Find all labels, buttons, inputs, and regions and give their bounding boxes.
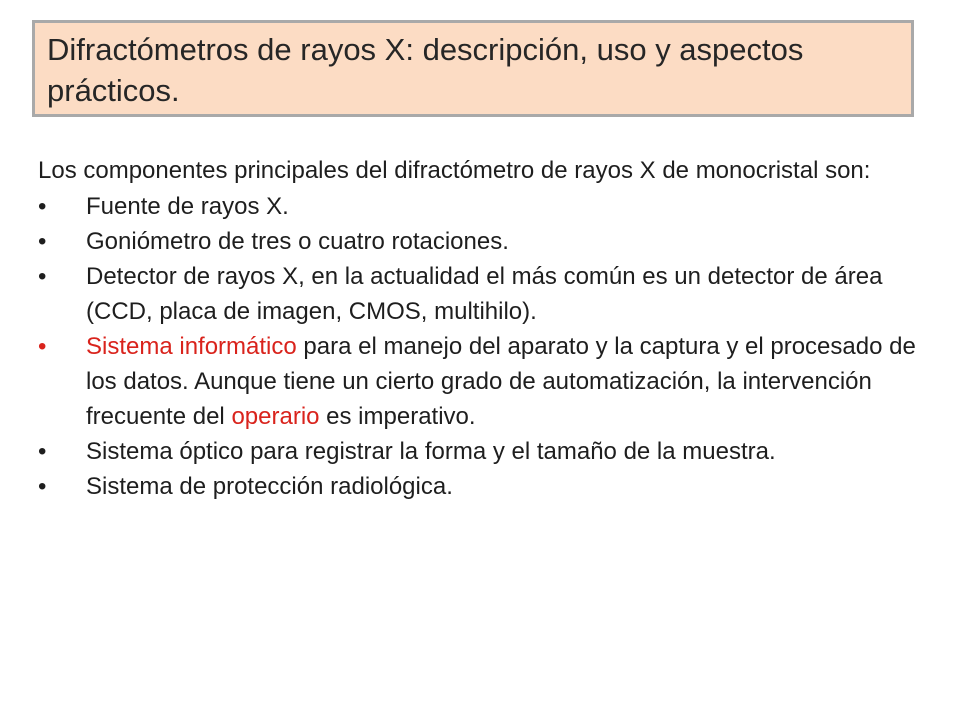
list-item-sistema-informatico: [38, 329, 918, 434]
bullet-icon: •: [38, 193, 47, 220]
highlight-sistema-informatico: Sistema informático: [86, 333, 297, 360]
list-item-detector: [38, 259, 918, 329]
slide-body: [38, 153, 918, 504]
item-text: Sistema óptico para registrar la forma y el tamaño de la muestra.: [86, 438, 776, 465]
intro-text: Los componentes principales del difractómetro de rayos X de monocristal son:: [38, 157, 871, 184]
bullet-icon: •: [38, 438, 47, 465]
bullet-icon: •: [38, 228, 47, 255]
bullet-icon: •: [38, 473, 47, 500]
item-text-end: es imperativo.: [319, 403, 476, 430]
item-text: Detector de rayos X, en la actualidad el más común es un detector de área (CCD, placa de imagen, CMOS, multihilo).: [86, 263, 883, 325]
item-text: Goniómetro de tres o cuatro rotaciones.: [86, 228, 509, 255]
title-box: [32, 20, 914, 117]
bullet-icon: •: [38, 333, 47, 360]
list-item-goniometro: [38, 224, 918, 259]
list-item-proteccion: [38, 469, 918, 504]
component-list: [38, 189, 918, 504]
list-item-optico: [38, 434, 918, 469]
slide-title: Difractómetros de rayos X: descripción, uso y aspectos prácticos.: [47, 32, 804, 108]
item-text: para el manejo del aparato y la captura y el procesado de los datos. Aunque tiene un cierto grado de automatización, la intervención frecuente del: [86, 333, 916, 430]
item-text: Sistema de protección radiológica.: [86, 473, 453, 500]
bullet-icon: •: [38, 263, 47, 290]
list-item-fuente: [38, 189, 918, 224]
item-text: Fuente de rayos X.: [86, 193, 289, 220]
highlight-operario: operario: [231, 403, 320, 430]
